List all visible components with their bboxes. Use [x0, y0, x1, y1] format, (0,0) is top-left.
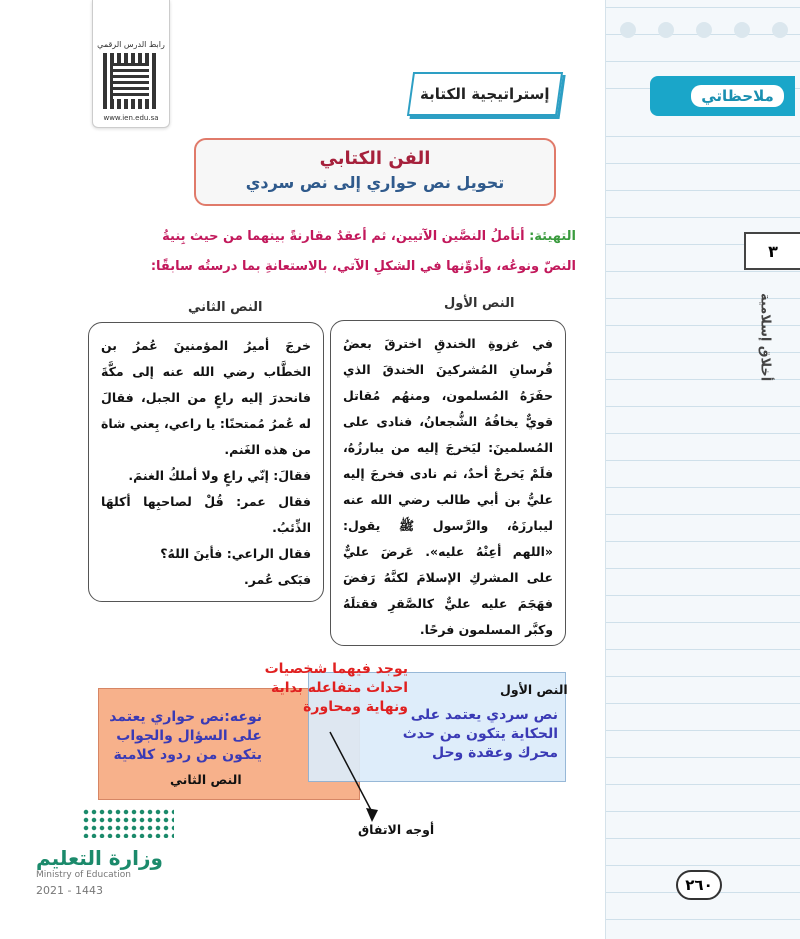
strategy-banner: [407, 72, 563, 116]
text-two-paragraph: فقالَ: إنّي راعٍ ولا أملكُ الغنمَ.: [128, 468, 311, 483]
ring-hole-icon: [734, 22, 750, 38]
arrow-icon: [326, 728, 386, 828]
notes-tab-label: ملاحظاتي: [691, 85, 784, 107]
qr-url[interactable]: www.ien.edu.sa: [103, 114, 159, 122]
intro-label: التهيئة:: [529, 229, 576, 244]
second-text-answer: نوعه:نص حواري يعتمد على السؤال والجواب يتكون من ردود كلامية: [109, 709, 262, 763]
text-two-paragraph: فبَكى عُمر.: [244, 572, 311, 587]
first-text-answer: نص سردي يعتمد على الحكاية يتكون من حدث محرك وعقدة وحل: [402, 707, 558, 761]
text-two-heading: النص الثاني: [188, 300, 263, 315]
text-two-box: [88, 322, 324, 602]
text-one-heading: النص الأول: [444, 296, 515, 311]
intro-paragraph: [140, 222, 576, 282]
intro-text: أتأملُ النصَّين الآتيين، ثم أعقدُ مقارنةً بينهما من حيث بِنيةُ النصّ ونوعُه، وأدوِّنها في الشكلِ الآتي، بالاستعانةِ بما درستُه سابقًا:: [150, 229, 576, 274]
lesson-subtitle: تحويل نص حواري إلى نص سردي: [245, 173, 505, 192]
first-text-label: النص الأول: [500, 682, 568, 697]
unit-number: ٣: [744, 232, 800, 270]
qr-code-icon[interactable]: [103, 53, 159, 109]
unit-title: أخلاق إسلامية: [757, 292, 773, 382]
second-text-label: النص الثاني: [170, 772, 242, 787]
ministry-name-ar: وزارة التعليم: [36, 846, 163, 870]
ring-hole-icon: [772, 22, 788, 38]
text-two-paragraph: خرجَ أميرُ المؤمنينَ عُمرُ بن الخطَّاب رضي الله عنه إلى مكَّةَ فانحدرَ إليه راعٍ من الجبل، فقالَ له عُمرُ مُمتحنًا: يا راعي، بِعني شاة من هذه الغَنم.: [101, 338, 311, 457]
notes-tab[interactable]: [650, 76, 795, 116]
notes-sidebar: [605, 0, 800, 939]
text-two-paragraph: فقال الراعي: فأينَ اللهُ؟: [160, 546, 311, 561]
edition-year: 2021 - 1443: [36, 884, 103, 897]
lesson-title-box: [194, 138, 556, 206]
text-one-box: [330, 320, 566, 646]
page-number: ٢٦٠: [676, 870, 722, 900]
ring-hole-icon: [620, 22, 636, 38]
qr-title: رابط الدرس الرقمي: [97, 40, 165, 49]
strategy-label: إستراتيجية الكتابة: [420, 85, 550, 103]
qr-card[interactable]: [92, 0, 170, 128]
lesson-title: الفن الكتابي: [319, 148, 431, 169]
common-features-label: أوجه الاتفاق: [358, 822, 435, 837]
ministry-logo-icon: [82, 808, 174, 838]
ministry-name-en: Ministry of Education: [36, 870, 131, 880]
text-one-body: في غزوةِ الخندقِ اخترقَ بعضُ فُرسانِ المُشركينَ الخندقَ الذي حفَرَهُ المُسلمون، ومنهُم مُقاتل قويٌّ يخافُهُ الشُّجعانُ، فنادى على المُسلمينَ: ليَخرجَ إليه من يبارزُهُ، فلَمْ يَخرجْ أحدٌ، ثم نادى فخرجَ إليه عليُّ بن أبي طالب رضي الله عنه ليبارزَهُ، والرَّسول ﷺ يقول: «اللهم أعِنْهُ عليه». عَرضَ عليٌّ على المشركِ الإسلامَ لكنَّهُ رَفضَ فهَجَمَ عليه عليٌّ كالصَّقرِ فقتلَهُ وكبَّر المسلمون فرحًا.: [343, 336, 553, 637]
text-two-paragraph: فقال عمر: قُلْ لصاحبِها أكلهَا الذِّئبُ.: [101, 494, 311, 535]
ring-hole-icon: [696, 22, 712, 38]
common-features-answer: يوجد فيهما شخصيات احداث متفاعله بداية ونهاية ومحاورة: [264, 661, 408, 715]
ring-hole-icon: [658, 22, 674, 38]
